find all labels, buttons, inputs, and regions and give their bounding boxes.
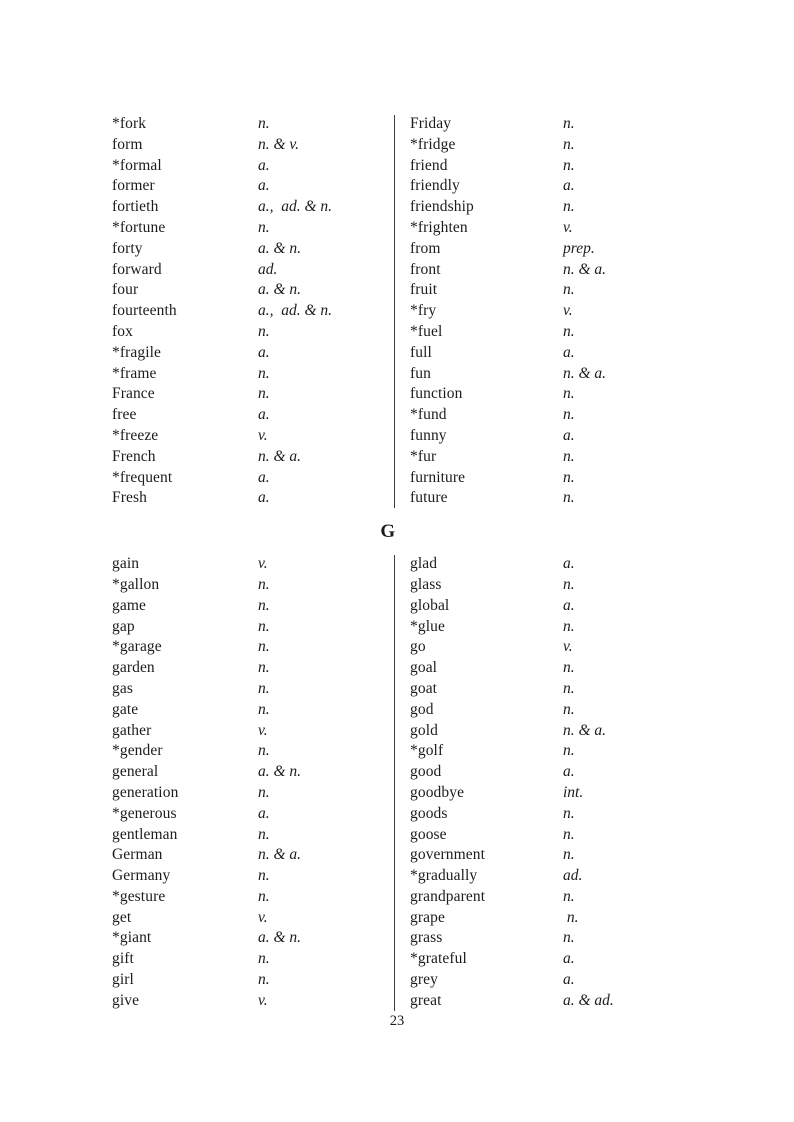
word-entry-row xyxy=(410,322,794,343)
part-of-speech: n. xyxy=(258,825,270,843)
word-text: *fragile xyxy=(112,343,161,361)
word-text: *grateful xyxy=(410,950,467,968)
page-number: 23 xyxy=(389,1013,405,1029)
word-entry-row xyxy=(410,156,794,177)
word-entry-row xyxy=(112,908,395,929)
word-entry-row xyxy=(410,405,794,426)
word-text: goose xyxy=(410,825,447,843)
word-text: grape xyxy=(410,908,445,926)
part-of-speech: n. xyxy=(563,135,575,153)
word-entry-row xyxy=(410,949,794,970)
part-of-speech: n. xyxy=(563,406,575,424)
word-entry-row xyxy=(112,468,395,489)
word-text: global xyxy=(410,596,450,614)
word-text: funny xyxy=(410,426,447,444)
word-entry-row xyxy=(112,596,395,617)
word-text: four xyxy=(112,281,139,299)
column-divider xyxy=(394,115,396,508)
word-text: goat xyxy=(410,679,438,697)
word-entry-row xyxy=(410,825,794,846)
word-entry-row xyxy=(410,301,794,322)
word-text: *fridge xyxy=(410,135,456,153)
part-of-speech: n. xyxy=(563,115,575,132)
word-entry-row xyxy=(112,364,395,385)
part-of-speech: a. & n. xyxy=(258,929,302,947)
part-of-speech: v. xyxy=(258,721,268,739)
part-of-speech: n. xyxy=(563,385,575,403)
word-entry-row xyxy=(410,343,794,364)
part-of-speech: n. xyxy=(258,322,270,340)
part-of-speech: v. xyxy=(563,638,573,656)
word-text: Friday xyxy=(410,115,452,132)
word-text: front xyxy=(410,260,441,278)
part-of-speech: n. & a. xyxy=(563,364,607,382)
part-of-speech: a. xyxy=(258,804,270,822)
word-entry-row xyxy=(410,260,794,281)
word-text: future xyxy=(410,489,448,507)
word-text: generation xyxy=(112,783,179,801)
word-text: goods xyxy=(410,804,448,822)
part-of-speech: a. xyxy=(563,343,575,361)
part-of-speech: n. xyxy=(258,783,270,801)
part-of-speech: n. xyxy=(258,617,270,635)
part-of-speech: n. xyxy=(563,468,575,486)
word-entry-row xyxy=(410,617,794,638)
word-text: *garage xyxy=(112,638,162,656)
word-entry-row xyxy=(410,762,794,783)
word-text: fruit xyxy=(410,281,438,299)
word-text: gate xyxy=(112,700,139,718)
word-text: function xyxy=(410,385,463,403)
section-g-header: G xyxy=(380,521,396,543)
part-of-speech: a. xyxy=(563,177,575,195)
word-text: former xyxy=(112,177,155,195)
word-entry-row xyxy=(112,928,395,949)
word-entry-row xyxy=(410,970,794,991)
word-entry-row xyxy=(112,825,395,846)
word-text: from xyxy=(410,239,441,257)
part-of-speech: a. & n. xyxy=(258,281,302,299)
word-entry-row xyxy=(112,721,395,742)
word-entry-row xyxy=(112,488,395,509)
word-entry-row xyxy=(112,762,395,783)
word-entry-row xyxy=(410,218,794,239)
part-of-speech: n. xyxy=(563,659,575,677)
word-text: *fry xyxy=(410,302,437,320)
word-entry-row xyxy=(112,637,395,658)
part-of-speech: a. & n. xyxy=(258,763,302,781)
word-text: gift xyxy=(112,950,134,968)
word-entry-row xyxy=(112,949,395,970)
part-of-speech: n. xyxy=(563,846,575,864)
part-of-speech: n. xyxy=(258,364,270,382)
word-text: *freeze xyxy=(112,426,159,444)
part-of-speech: n. xyxy=(258,950,270,968)
word-entry-row xyxy=(410,721,794,742)
word-text: gentleman xyxy=(112,825,178,843)
word-entry-row xyxy=(410,887,794,908)
part-of-speech: n. xyxy=(258,596,270,614)
word-entry-row xyxy=(112,156,395,177)
part-of-speech: n. xyxy=(258,575,270,593)
word-text: *fork xyxy=(112,115,147,132)
word-entry-row xyxy=(410,700,794,721)
word-text: French xyxy=(112,447,156,465)
part-of-speech: n. xyxy=(258,638,270,656)
part-of-speech: n. xyxy=(258,867,270,885)
word-entry-row xyxy=(410,741,794,762)
part-of-speech: n. xyxy=(258,115,270,132)
word-list-content xyxy=(0,114,794,1012)
word-entry-row xyxy=(112,804,395,825)
word-text: *giant xyxy=(112,929,152,947)
word-entry-row xyxy=(410,596,794,617)
word-text: fourteenth xyxy=(112,302,177,320)
part-of-speech: n. xyxy=(258,679,270,697)
word-entry-row xyxy=(112,114,395,135)
word-text: *fur xyxy=(410,447,437,465)
part-of-speech: int. xyxy=(563,783,584,801)
word-text: *generous xyxy=(112,804,177,822)
word-text: get xyxy=(112,908,132,926)
right-column xyxy=(395,114,794,509)
word-entry-row xyxy=(112,426,395,447)
part-of-speech: n. xyxy=(563,447,575,465)
part-of-speech: v. xyxy=(563,218,573,236)
word-entry-row xyxy=(410,679,794,700)
word-text: grass xyxy=(410,929,443,947)
word-text: form xyxy=(112,135,143,153)
part-of-speech: n. xyxy=(563,322,575,340)
part-of-speech: n. xyxy=(563,929,575,947)
part-of-speech: n. xyxy=(563,887,575,905)
part-of-speech: ad. xyxy=(563,867,583,885)
word-text: grey xyxy=(410,971,438,989)
word-entry-row xyxy=(112,679,395,700)
word-entry-row xyxy=(410,554,794,575)
word-text: France xyxy=(112,385,155,403)
word-text: friendship xyxy=(410,198,474,216)
word-entry-row xyxy=(112,135,395,156)
part-of-speech: n. xyxy=(563,575,575,593)
right-column xyxy=(395,554,794,1012)
word-entry-row xyxy=(410,866,794,887)
word-text: *fuel xyxy=(410,322,443,340)
word-entry-row xyxy=(112,658,395,679)
word-text: fox xyxy=(112,322,133,340)
word-text: go xyxy=(410,638,426,656)
word-entry-row xyxy=(112,866,395,887)
part-of-speech: n. xyxy=(258,887,270,905)
word-text: gain xyxy=(112,555,140,573)
word-entry-row xyxy=(410,239,794,260)
part-of-speech: n. & a. xyxy=(563,260,607,278)
part-of-speech: n. & v. xyxy=(258,135,300,153)
word-text: *fund xyxy=(410,406,447,424)
part-of-speech: n. xyxy=(258,659,270,677)
word-text: *frame xyxy=(112,364,157,382)
word-text: garden xyxy=(112,659,155,677)
word-text: government xyxy=(410,846,486,864)
word-entry-row xyxy=(410,488,794,509)
word-entry-row xyxy=(112,343,395,364)
part-of-speech: a., ad. & n. xyxy=(258,198,333,216)
word-entry-row xyxy=(112,700,395,721)
word-entry-row xyxy=(410,135,794,156)
part-of-speech: a. xyxy=(563,426,575,444)
word-text: goal xyxy=(410,659,438,677)
word-entry-row xyxy=(410,658,794,679)
word-entry-row xyxy=(410,845,794,866)
section-f-continued xyxy=(0,114,794,509)
word-text: grandparent xyxy=(410,887,486,905)
word-text: glad xyxy=(410,555,438,573)
word-entry-row xyxy=(112,280,395,301)
word-text: fortieth xyxy=(112,198,159,216)
word-text: god xyxy=(410,700,434,718)
column-divider xyxy=(394,555,396,1011)
part-of-speech: ad. xyxy=(258,260,278,278)
part-of-speech: n. xyxy=(563,700,575,718)
word-text: give xyxy=(112,991,140,1009)
part-of-speech: v. xyxy=(258,908,268,926)
word-entry-row xyxy=(410,384,794,405)
part-of-speech: a. xyxy=(258,489,270,507)
part-of-speech: v. xyxy=(563,302,573,320)
part-of-speech: n. xyxy=(563,825,575,843)
part-of-speech: n. xyxy=(563,804,575,822)
word-text: Fresh xyxy=(112,489,147,507)
part-of-speech: prep. xyxy=(563,239,595,257)
word-entry-row xyxy=(112,447,395,468)
word-text: glass xyxy=(410,575,442,593)
part-of-speech: a. xyxy=(563,950,575,968)
word-entry-row xyxy=(410,783,794,804)
word-entry-row xyxy=(410,468,794,489)
word-entry-row xyxy=(112,301,395,322)
part-of-speech: n. & a. xyxy=(258,447,302,465)
word-text: forty xyxy=(112,239,143,257)
left-column xyxy=(0,114,395,509)
word-text: *gesture xyxy=(112,887,166,905)
word-entry-row xyxy=(112,970,395,991)
word-text: gather xyxy=(112,721,152,739)
section-g xyxy=(0,554,794,1012)
left-column xyxy=(0,554,395,1012)
word-entry-row xyxy=(112,176,395,197)
word-text: *fortune xyxy=(112,218,166,236)
word-text: German xyxy=(112,846,163,864)
word-entry-row xyxy=(112,887,395,908)
word-text: gold xyxy=(410,721,438,739)
part-of-speech: n. xyxy=(258,742,270,760)
part-of-speech: a. xyxy=(258,343,270,361)
part-of-speech: a. & n. xyxy=(258,239,302,257)
part-of-speech: n. xyxy=(258,971,270,989)
part-of-speech: n. xyxy=(563,198,575,216)
word-entry-row xyxy=(112,218,395,239)
word-entry-row xyxy=(410,637,794,658)
part-of-speech: n. xyxy=(258,385,270,403)
word-text: game xyxy=(112,596,146,614)
part-of-speech: a. xyxy=(563,763,575,781)
word-text: *gradually xyxy=(410,867,478,885)
word-text: *gallon xyxy=(112,575,160,593)
word-entry-row xyxy=(112,197,395,218)
part-of-speech: a. xyxy=(258,406,270,424)
part-of-speech: n. xyxy=(258,218,270,236)
word-entry-row xyxy=(410,575,794,596)
word-text: fun xyxy=(410,364,431,382)
word-entry-row xyxy=(410,908,794,929)
word-entry-row xyxy=(410,176,794,197)
word-text: forward xyxy=(112,260,162,278)
part-of-speech: a. xyxy=(563,596,575,614)
part-of-speech: n. xyxy=(563,489,575,507)
word-text: goodbye xyxy=(410,783,465,801)
word-entry-row xyxy=(410,114,794,135)
part-of-speech: n. xyxy=(563,679,575,697)
word-text: friendly xyxy=(410,177,460,195)
part-of-speech: a. xyxy=(258,177,270,195)
part-of-speech: a., ad. & n. xyxy=(258,302,333,320)
word-text: gas xyxy=(112,679,133,697)
word-text: *frighten xyxy=(410,218,468,236)
part-of-speech: a. xyxy=(563,555,575,573)
word-text: furniture xyxy=(410,468,466,486)
word-text: free xyxy=(112,406,137,424)
part-of-speech: n. xyxy=(563,281,575,299)
word-entry-row xyxy=(112,617,395,638)
word-entry-row xyxy=(410,991,794,1012)
word-entry-row xyxy=(112,741,395,762)
part-of-speech: a. xyxy=(563,971,575,989)
word-entry-row xyxy=(410,928,794,949)
word-entry-row xyxy=(112,384,395,405)
word-text: great xyxy=(410,991,442,1009)
word-entry-row xyxy=(112,554,395,575)
part-of-speech: n. xyxy=(563,156,575,174)
word-entry-row xyxy=(410,364,794,385)
part-of-speech: a. xyxy=(258,468,270,486)
word-entry-row xyxy=(112,783,395,804)
word-entry-row xyxy=(410,197,794,218)
part-of-speech: v. xyxy=(258,991,268,1009)
word-entry-row xyxy=(410,426,794,447)
part-of-speech: n. xyxy=(563,742,575,760)
word-entry-row xyxy=(410,804,794,825)
word-text: *frequent xyxy=(112,468,173,486)
word-entry-row xyxy=(410,447,794,468)
part-of-speech: a. xyxy=(258,156,270,174)
word-text: *glue xyxy=(410,617,445,635)
word-entry-row xyxy=(112,575,395,596)
word-text: *formal xyxy=(112,156,162,174)
word-text: *golf xyxy=(410,742,444,760)
word-entry-row xyxy=(112,260,395,281)
word-text: *gender xyxy=(112,742,163,760)
word-text: Germany xyxy=(112,867,171,885)
part-of-speech: v. xyxy=(258,555,268,573)
word-entry-row xyxy=(410,280,794,301)
word-entry-row xyxy=(112,322,395,343)
word-entry-row xyxy=(112,845,395,866)
part-of-speech: n. xyxy=(563,617,575,635)
part-of-speech: n. xyxy=(258,700,270,718)
word-entry-row xyxy=(112,991,395,1012)
word-text: gap xyxy=(112,617,135,635)
word-entry-row xyxy=(112,239,395,260)
part-of-speech: n. & a. xyxy=(563,721,607,739)
part-of-speech: a. & ad. xyxy=(563,991,614,1009)
part-of-speech: v. xyxy=(258,426,268,444)
word-text: friend xyxy=(410,156,448,174)
word-text: girl xyxy=(112,971,134,989)
word-text: good xyxy=(410,763,442,781)
word-text: full xyxy=(410,343,432,361)
part-of-speech: n. xyxy=(563,908,579,926)
word-entry-row xyxy=(112,405,395,426)
part-of-speech: n. & a. xyxy=(258,846,302,864)
word-text: general xyxy=(112,763,159,781)
